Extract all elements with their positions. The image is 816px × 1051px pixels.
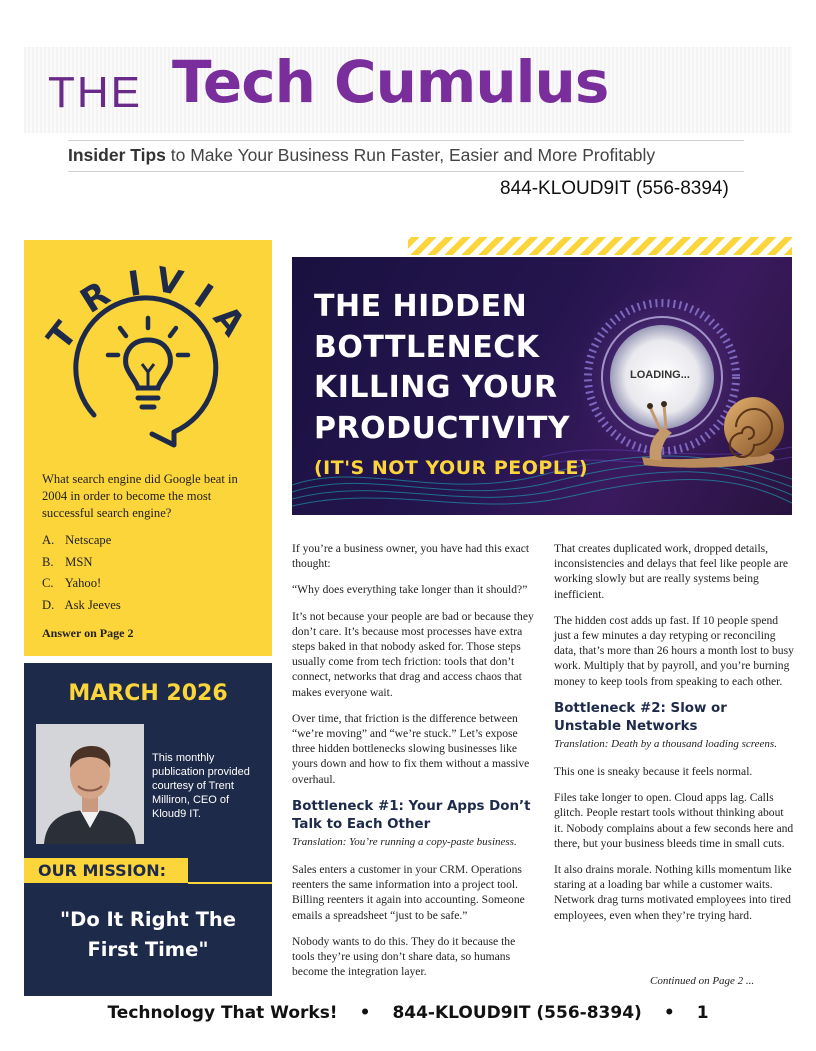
footer [0,1003,816,1023]
paragraph: Files take longer to open. Cloud apps lag. Calls glitch. People restart tools without thinking about it. Nobody complains about a few seconds here and there, but your business bleeds time in small cuts. [554,791,794,850]
paragraph: Nobody wants to do this. They do it because the tools they’re using don’t share data, so humans become the integration layer. [292,934,516,979]
trivia-question: What search engine did Google beat in 2004 in order to become the most successful search engine? [42,472,238,520]
paragraph: The hidden cost adds up fast. If 10 people spend just a few minutes a day retyping or reconciling data, that’s more than 26 hours a month lost to busy work. Multiply that by payroll, and you’re burning money to keep tools from speaking to each other. [554,613,794,688]
masthead-title: Tech Cumulus [172,48,609,116]
mission-divider [188,882,272,884]
courtesy-text: This monthly publication provided courtesy of Trent Milliron, CEO of Kloud9 IT. [152,752,250,820]
svg-text:I: I [125,263,144,305]
translation-note: Translation: You’re running a copy-paste business. [292,835,517,848]
issue-date: MARCH 2026 [68,681,228,706]
trivia-lightbulb-icon [24,240,272,465]
svg-text:T: T [39,314,86,358]
svg-text:V: V [152,259,187,305]
masthead [24,47,792,133]
tagline-bold: Insider Tips [68,145,166,165]
hero-title: THE HIDDEN BOTTLENECK KILLING YOUR PRODUCTIVITY [314,289,571,446]
mission-bar [24,858,188,883]
paragraph: This one is sneaky because it feels normal. [554,765,753,779]
article-column-2 [554,541,794,934]
paragraph: That creates duplicated work, dropped details, inconsistencies and delays that feel like people are working slowly but are really systems being inefficient. [554,542,789,601]
continued-note: Continued on Page 2 ... [650,975,755,987]
mission-label: OUR MISSION: [38,861,167,880]
paragraph: If you’re a business owner, you have had this exact thought: [292,542,530,571]
trivia-box [24,240,272,656]
translation-note: Translation: Death by a thousand loading screens. [554,737,777,750]
sidebar-box [24,663,272,996]
hazard-stripes [408,237,792,255]
tagline-rule-bottom [68,171,744,172]
trivia-option-c: C. Yahoo! [42,576,102,590]
trivia-answer-note: Answer on Page 2 [42,626,134,640]
svg-text:R: R [73,273,117,322]
svg-text:I: I [186,276,220,317]
paragraph: Sales enters a customer in your CRM. Operations reenters the same information into a project tool. Billing reenters it again into accounting. Someone emails a spreadsheet “just to be safe.” [292,863,525,922]
section-heading-bottleneck-1: Bottleneck #1: Your Apps Don’t Talk to Each Other [292,798,531,832]
paragraph: It’s not because your people are bad or because they don’t care. It’s because most processes have extra steps baked in that nobody asked for. Those steps usually come from tech friction: tools that don’t connect, networks that drag and access chaos that makes everyone wait. [292,609,534,699]
masthead-the: THE [48,68,142,117]
trivia-option-b: B. MSN [42,554,93,569]
svg-text:A: A [205,298,253,344]
ceo-photo [36,724,144,844]
header-phone: 844-KLOUD9IT (556-8394) [500,178,729,199]
page-number: 1 [696,1003,709,1023]
mission-statement: "Do It Right The First Time" [60,908,236,961]
tagline [68,145,768,166]
tagline-rest: to Make Your Business Run Faster, Easier and More Profitably [165,145,656,165]
footer-phone: 844-KLOUD9IT (556-8394) [392,1003,642,1023]
hero-banner [292,257,792,515]
footer-bullet: • [359,1003,371,1023]
trivia-option-a: A. Netscape [42,533,112,547]
trivia-option-d: D. Ask Jeeves [42,597,121,612]
trivia-options [42,530,252,616]
paragraph: “Why does everything take longer than it should?” [292,583,528,597]
article-column-1 [292,541,536,990]
hero-subtitle: (IT'S NOT YOUR PEOPLE) [314,457,589,479]
section-heading-bottleneck-2: Bottleneck #2: Slow or Unstable Networks [554,700,727,734]
paragraph: Over time, that friction is the difference between “we’re moving” and “we’re stuck.” Let’s expose three hidden bottlenecks slowing businesses like yours down and how to fix them without a massive overhaul. [292,711,530,786]
paragraph: It also drains morale. Nothing kills momentum like staring at a loading bar while a customer waits. Network drag turns motivated employees into tired employees, even when they’re trying hard. [554,863,792,922]
footer-slogan: Technology That Works! [107,1003,338,1023]
tagline-rule-top [68,140,744,141]
footer-bullet: • [663,1003,675,1023]
loading-label: LOADING... [630,369,690,381]
